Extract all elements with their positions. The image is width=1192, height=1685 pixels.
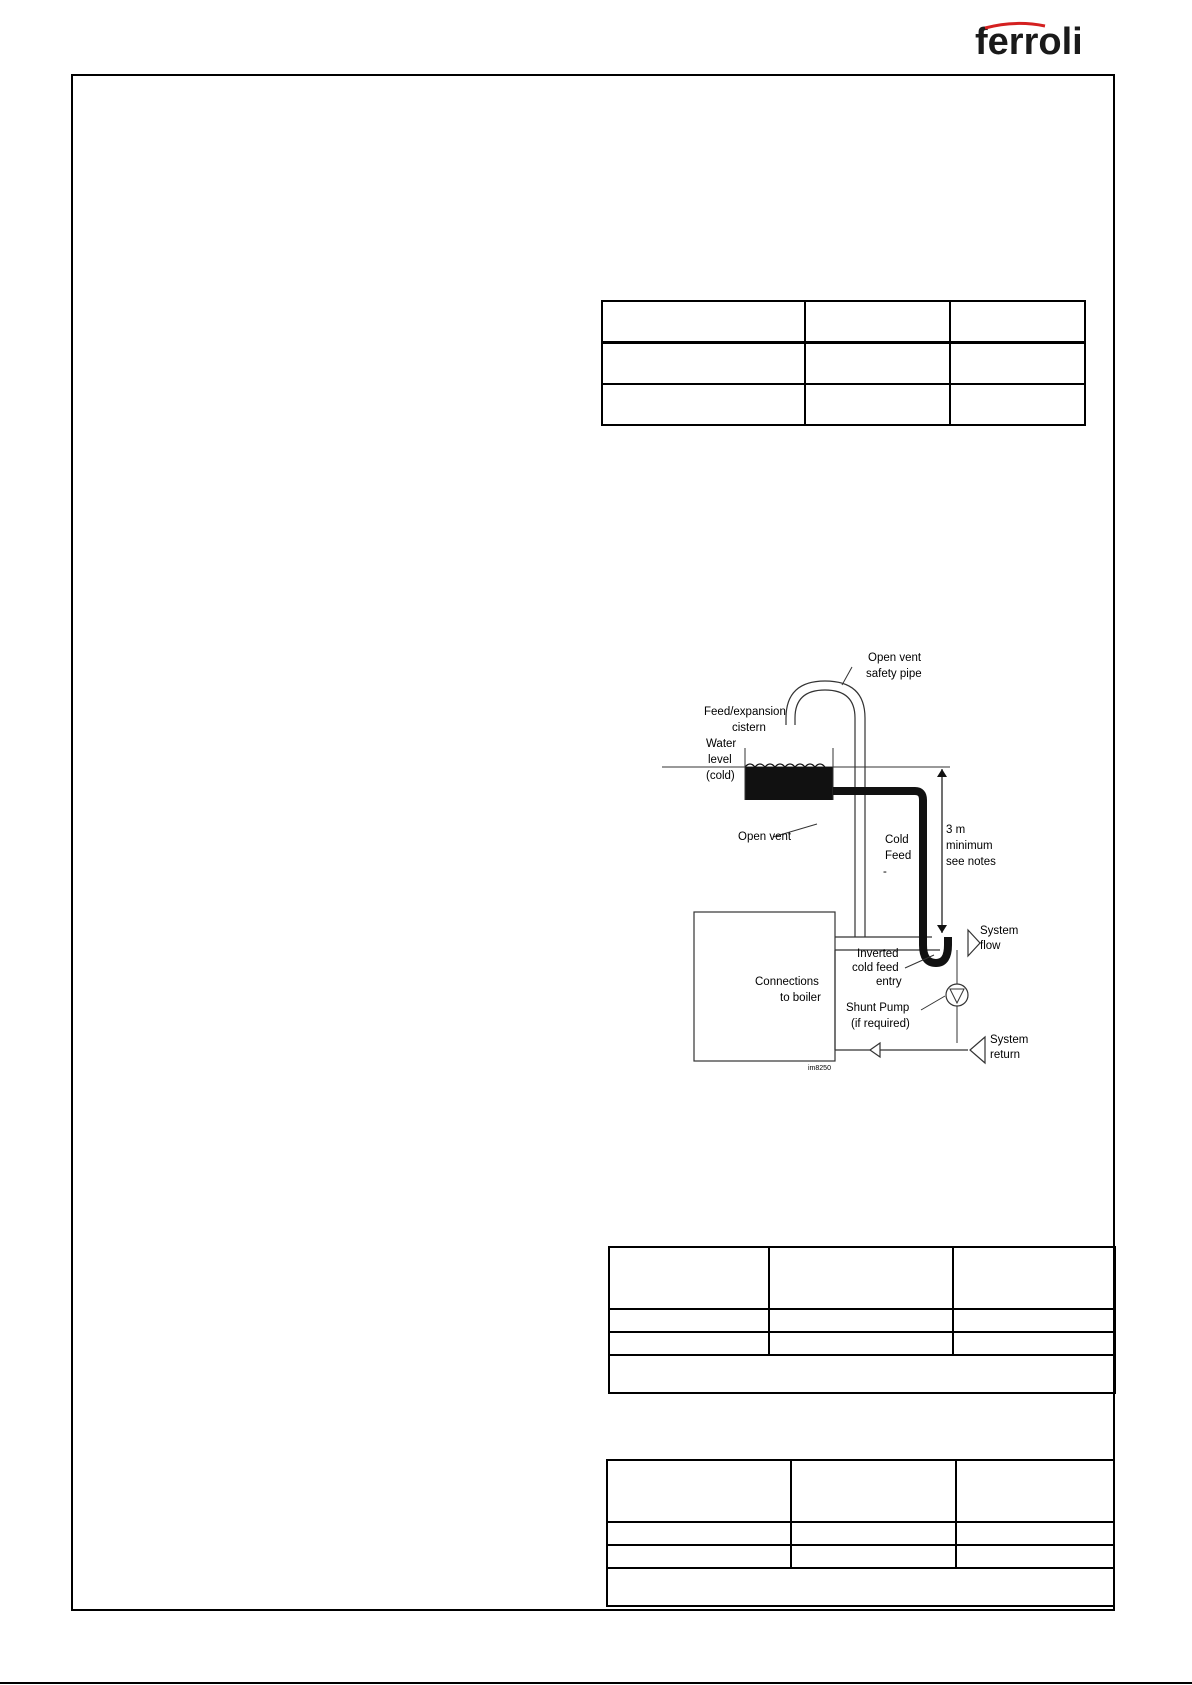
label-connections-to-boiler-1: Connections (755, 976, 819, 988)
system-flow-arrow-icon (968, 930, 980, 956)
table-row (609, 1309, 1115, 1332)
label-system-return-2: return (990, 1049, 1021, 1061)
table-cell (602, 301, 805, 343)
label-shunt-pump-1: Shunt Pump (846, 1002, 910, 1014)
label-feed-expansion-cistern-1: Feed/expansion (704, 706, 786, 718)
label-feed-expansion-cistern-2: cistern (732, 722, 766, 734)
table-header-row (607, 1460, 1114, 1522)
table-cell (609, 1355, 1115, 1393)
table-cell (950, 301, 1085, 343)
table-cell (950, 384, 1085, 425)
figure-reference: im8250 (808, 1065, 831, 1072)
label-shunt-pump-2: (if required) (851, 1018, 910, 1030)
table-cell (609, 1309, 769, 1332)
label-system-return-1: System (990, 1034, 1029, 1046)
table-cell (769, 1309, 953, 1332)
table-cell (953, 1309, 1115, 1332)
label-cold-feed-3: - (883, 866, 887, 878)
label-water-level-3: (cold) (706, 770, 735, 782)
label-water-level-2: level (708, 754, 732, 766)
label-system-flow-1: System (980, 925, 1019, 937)
open-vent-system-diagram (680, 645, 1050, 1085)
table-cell (609, 1332, 769, 1355)
table-row (602, 384, 1085, 425)
table-cell (805, 343, 950, 385)
table-cell (956, 1460, 1114, 1522)
data-table-2 (608, 1246, 1116, 1394)
table-cell (805, 301, 950, 343)
table-cell (602, 343, 805, 385)
label-connections-to-boiler-2: to boiler (780, 992, 821, 1004)
table-row (607, 1545, 1114, 1568)
table-cell (769, 1247, 953, 1309)
table-row (602, 343, 1085, 385)
table-cell (956, 1545, 1114, 1568)
table-row (607, 1522, 1114, 1545)
label-height-note-1: 3 m (946, 824, 966, 836)
table-note-row (609, 1355, 1115, 1393)
table-cell (956, 1522, 1114, 1545)
table-row (609, 1332, 1115, 1355)
label-inverted-cold-feed-2: cold feed (852, 962, 899, 974)
label-open-vent-safety-pipe-1: Open vent (868, 652, 922, 664)
ferroli-logo (975, 18, 1115, 62)
table-cell (602, 384, 805, 425)
table-cell (953, 1247, 1115, 1309)
open-vent-safety-pipe (795, 690, 855, 937)
label-cold-feed-1: Cold (885, 834, 909, 846)
label-open-vent: Open vent (738, 831, 792, 843)
data-table-3 (606, 1459, 1115, 1607)
data-table-1 (601, 300, 1086, 426)
system-return-arrow-icon (970, 1037, 985, 1063)
table-cell (769, 1332, 953, 1355)
label-system-flow-2: flow (980, 940, 1001, 952)
table-cell (607, 1568, 1114, 1606)
ferroli-logo-text: ferroli (975, 21, 1083, 62)
label-cold-feed-2: Feed (885, 850, 912, 862)
table-cell (609, 1247, 769, 1309)
label-height-note-3: see notes (946, 856, 996, 868)
table-cell (953, 1332, 1115, 1355)
bottom-rule (0, 1682, 1192, 1684)
label-water-level-1: Water (706, 738, 737, 750)
table-cell (791, 1545, 956, 1568)
table-note-row (607, 1568, 1114, 1606)
table-cell (791, 1460, 956, 1522)
table-cell (607, 1545, 791, 1568)
label-inverted-cold-feed-3: entry (876, 976, 902, 988)
label-height-note-2: minimum (946, 840, 993, 852)
feed-expansion-cistern (745, 767, 833, 800)
table-cell (607, 1522, 791, 1545)
table-header-row (609, 1247, 1115, 1309)
table-cell (791, 1522, 956, 1545)
table-cell (607, 1460, 791, 1522)
table-cell (805, 384, 950, 425)
table-cell (950, 343, 1085, 385)
label-open-vent-safety-pipe-2: safety pipe (866, 668, 922, 680)
label-inverted-cold-feed-1: Inverted (857, 948, 899, 960)
table-header-row (602, 301, 1085, 343)
